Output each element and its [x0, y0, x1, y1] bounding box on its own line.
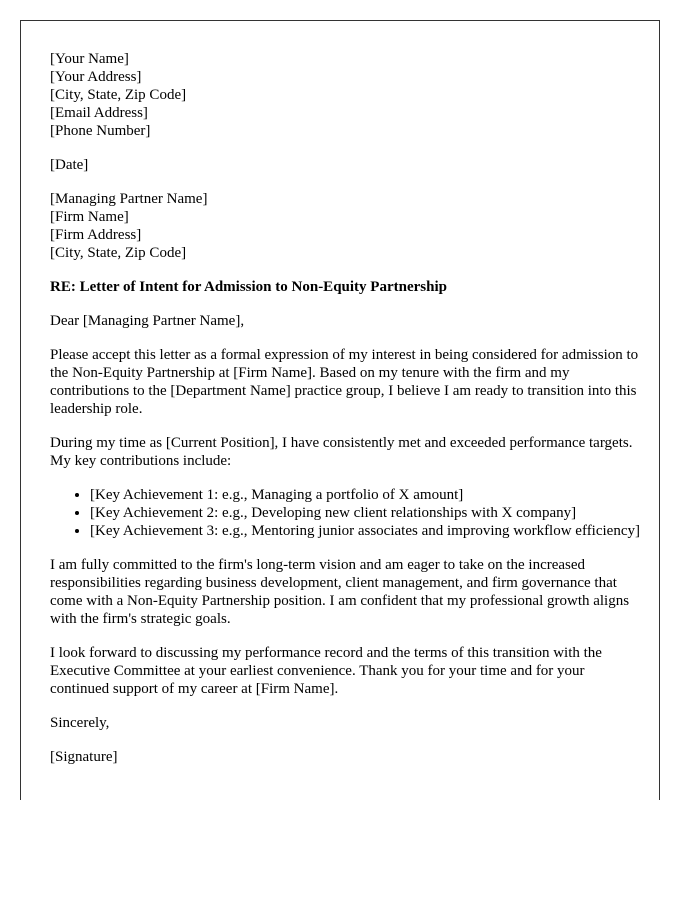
body-paragraph-3: I am fully committed to the firm's long-term vision and am eager to take on the increased responsibilities regarding business development, client management, and firm governance that come with a Non-Equity Partnership position. I am confident that my professional growth aligns with the firm's strategic goals. [50, 557, 630, 627]
letter-date: [Date] [50, 157, 89, 173]
achievement-item-1: • [Key Achievement 1: e.g., Managing a portfolio of X amount] [90, 486, 640, 504]
signature: [Signature] [50, 749, 118, 765]
letter-page [20, 20, 660, 800]
recipient-firm: [Firm Name] [50, 209, 129, 225]
sender-name: [Your Name] [50, 51, 129, 67]
body-paragraph-4: I look forward to discussing my performance record and the terms of this transition with the Executive Committee at your earliest convenience. Thank you for your time and for your continued support of my career at [Firm Name]. [50, 645, 602, 697]
sender-city-state-zip: [City, State, Zip Code] [50, 87, 187, 103]
salutation: Dear [Managing Partner Name], [50, 313, 245, 329]
sender-email: [Email Address] [50, 105, 148, 121]
achievement-item-2: • [Key Achievement 2: e.g., Developing new client relationships with X company] [90, 504, 640, 522]
body-paragraph-1: Please accept this letter as a formal expression of my interest in being considered for admission to the Non-Equity Partnership at [Firm Name]. Based on my tenure with the firm and my contributions to the [Department Name] practice group, I believe I am ready to transition into this leadership role. [50, 347, 639, 417]
sender-phone: [Phone Number] [50, 123, 151, 139]
body-paragraph-2: During my time as [Current Position], I have consistently met and exceeded performance targets. My key contributions include: [50, 435, 633, 469]
recipient-city-state-zip: [City, State, Zip Code] [50, 245, 187, 261]
sender-address: [Your Address] [50, 69, 142, 85]
achievements-list [50, 486, 640, 540]
sender-block [50, 50, 640, 140]
letter-content [50, 50, 640, 782]
recipient-address: [Firm Address] [50, 227, 142, 243]
closing: Sincerely, [50, 715, 110, 731]
achievement-item-3: • [Key Achievement 3: e.g., Mentoring junior associates and improving workflow efficiency] [90, 522, 640, 540]
recipient-block [50, 190, 640, 262]
subject-line: RE: Letter of Intent for Admission to Non-Equity Partnership [50, 279, 447, 295]
recipient-name: [Managing Partner Name] [50, 191, 208, 207]
